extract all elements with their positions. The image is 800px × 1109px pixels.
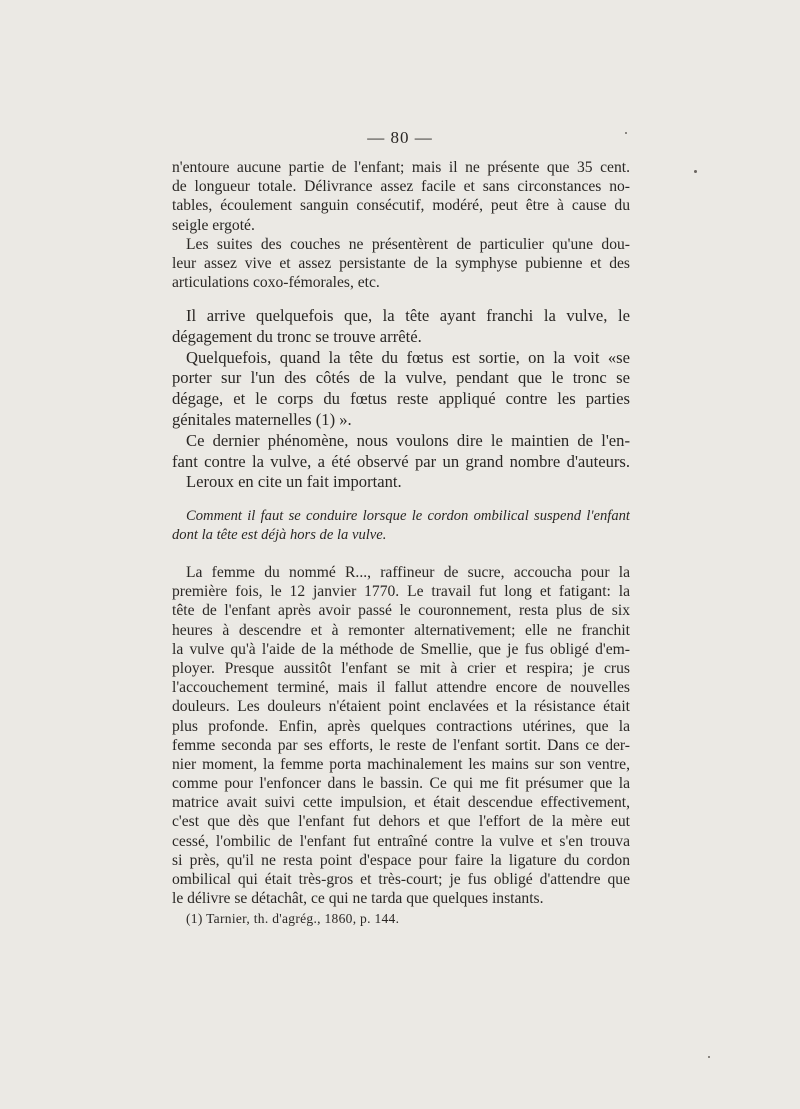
text-line: comme pour l'enfoncer dans le bassin. Ce qui me fit présumer que la	[172, 775, 630, 793]
text-line: c'est que dès que l'enfant fut dehors et que l'effort de la mère eut	[172, 813, 630, 831]
text-line: fant contre la vulve, a été observé par un grand nombre d'auteurs.	[172, 451, 630, 471]
text-line: tables, écoulement sanguin consécutif, modéré, peut être à cause du	[172, 197, 630, 215]
text-line: Quelquefois, quand la tête du fœtus est sortie, on la voit «se	[186, 347, 630, 367]
text-line: le délivre se détachât, ce qui ne tarda que quelques instants.	[172, 890, 544, 908]
text-line: Ce dernier phénomène, nous voulons dire le maintien de l'en-	[186, 430, 630, 450]
heading-line: dont la tête est déjà hors de la vulve.	[172, 527, 387, 544]
text-line: femme seconda par ses efforts, le reste de l'enfant sortit. Dans ce der-	[172, 736, 630, 754]
text-line: si près, qu'il ne resta point d'espace pour faire la ligature du cordon	[172, 851, 630, 869]
text-line: première fois, le 12 janvier 1770. Le travail fut long et fatigant: la	[172, 583, 630, 601]
text-line: la vulve qu'à l'aide de la méthode de Smellie, que je fus obligé d'em-	[172, 640, 630, 658]
text-line: génitales maternelles (1) ».	[172, 409, 352, 429]
text-line: seigle ergoté.	[172, 216, 255, 234]
text-line: matrice avait suivi cette impulsion, et était descendue effectivement,	[172, 794, 630, 812]
text-line: La femme du nommé R..., raffineur de sucre, accoucha pour la	[186, 564, 630, 581]
text-line: leur assez vive et assez persistante de la symphyse pubienne et des	[172, 254, 630, 272]
paragraph-block-2	[172, 306, 630, 493]
text-line: Il arrive quelquefois que, la tête ayant franchi la vulve, le	[186, 306, 630, 325]
text-line: nier moment, la femme porta machinalement les mains sur son ventre,	[172, 755, 630, 773]
text-line: plus profonde. Enfin, après quelques contractions utérines, que la	[172, 717, 630, 735]
section-heading	[172, 507, 630, 545]
text-line: dégage, et le corps du fœtus reste appliqué contre les parties	[172, 389, 630, 409]
text-line: ombilical qui était très-gros et très-court; je fus obligé d'attendre que	[172, 871, 630, 888]
paper-speck	[625, 132, 627, 134]
text-line: tête de l'enfant après avoir passé le couronnement, resta plus de six	[172, 602, 630, 620]
text-line: cessé, l'ombilic de l'enfant fut entraîné contre la vulve et s'en trouva	[172, 832, 630, 850]
paper-speck	[708, 1056, 710, 1058]
page-number: — 80 —	[367, 128, 433, 147]
footnote: (1) Tarnier, th. d'agrég., 1860, p. 144.	[186, 911, 400, 926]
text-line: Les suites des couches ne présentèrent de particulier qu'une dou-	[186, 235, 630, 253]
text-line: dégagement du tronc se trouve arrêté.	[172, 326, 422, 346]
text-line: Leroux en cite un fait important.	[186, 472, 402, 492]
heading-line: Comment il faut se conduire lorsque le cordon ombilical suspend l'enfant	[186, 508, 630, 524]
text-line: n'entoure aucune partie de l'enfant; mais il ne présente que 35 cent.	[172, 159, 630, 176]
text-line: ployer. Presque aussitôt l'enfant se mit à crier et respira; je crus	[172, 659, 630, 677]
text-line: douleurs. Les douleurs n'étaient point enclavées et la résistance était	[172, 698, 630, 716]
paragraph-block-1	[172, 158, 630, 292]
paper-speck	[694, 170, 697, 173]
paragraph-block-3	[172, 563, 630, 908]
text-line: porter sur l'un des côtés de la vulve, pendant que le tronc se	[172, 368, 630, 388]
text-line: de longueur totale. Délivrance assez facile et sans circonstances no-	[172, 178, 630, 196]
text-line: heures à descendre et à remonter alternativement; elle ne franchit	[172, 621, 630, 639]
text-line: articulations coxo-fémorales, etc.	[172, 274, 380, 292]
text-line: l'accouchement terminé, mais il fallut attendre encore de nouvelles	[172, 679, 630, 697]
